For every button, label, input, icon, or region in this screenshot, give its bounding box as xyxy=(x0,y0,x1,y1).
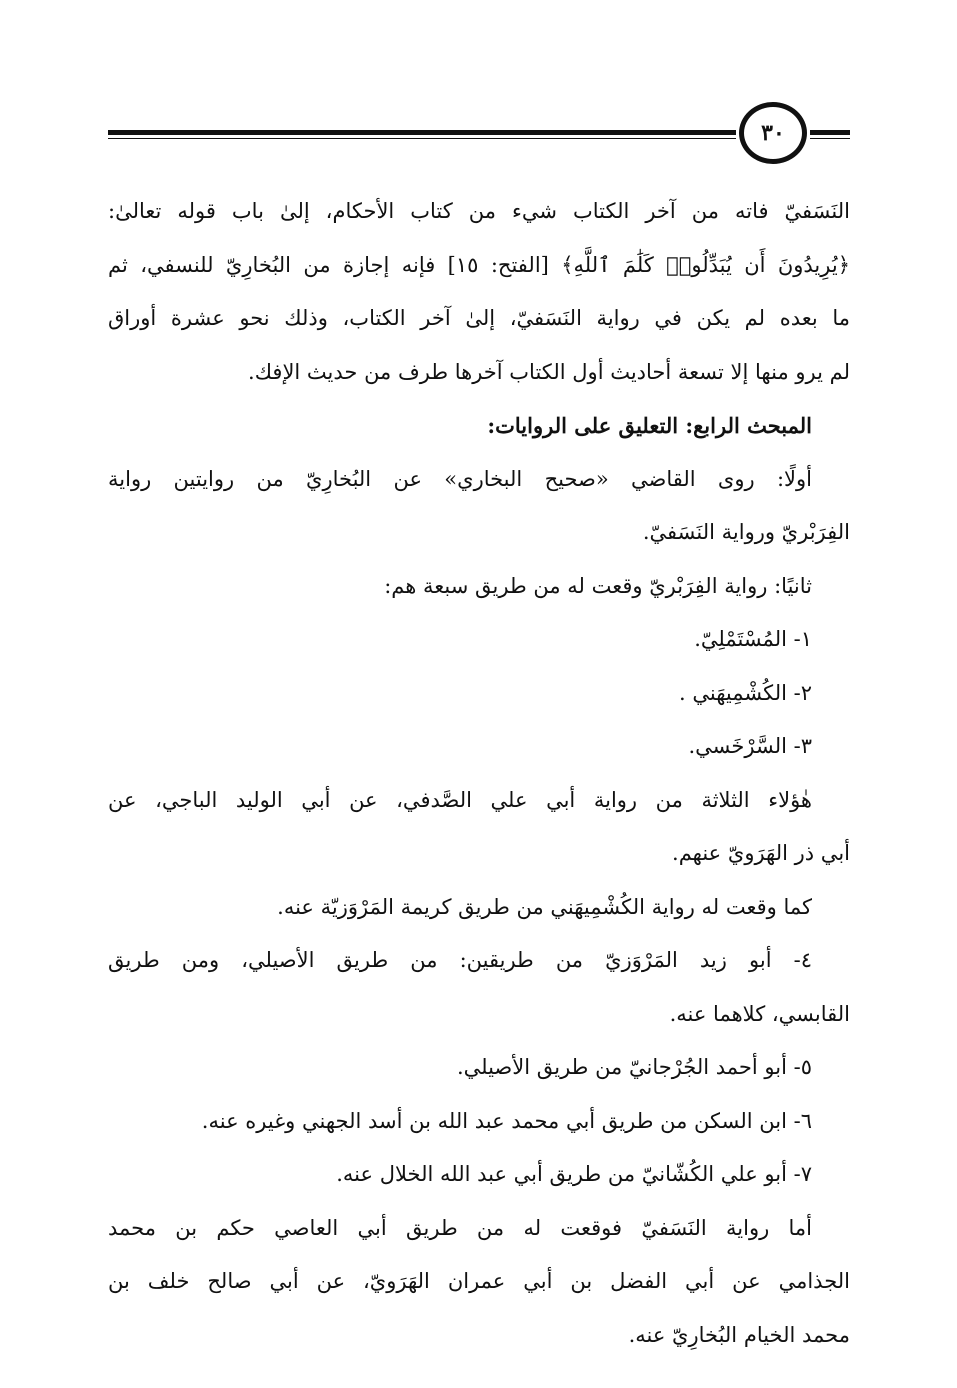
text-line: لم يرو منها إلا تسعة أحاديث أول الكتاب آخرها طرف من حديث الإفك. xyxy=(248,359,850,384)
text-line: ٤- أبو زيد المَرْوَزيّ من طريقين: من طريق الأصيلي، ومن طريق xyxy=(108,948,812,972)
text-line: أما رواية النَسَفيّ فوقعت له من طريق أبي العاصي حكم بن محمد xyxy=(108,1215,812,1240)
text-line: محمد الخيام البُخارِيّ عنه. xyxy=(628,1322,850,1347)
text-line: القابسي، كلاهما عنه. xyxy=(669,1001,850,1026)
header-rule-thin xyxy=(108,138,736,139)
section-heading: المبحث الرابع: التعليق على الروايات: xyxy=(487,413,812,438)
text-line: ٧- أبو علي الكُشّانيّ من طريق أبي عبد الله الخلال عنه. xyxy=(336,1162,812,1186)
page-header xyxy=(108,100,850,170)
header-rule-thick xyxy=(108,130,736,135)
text-line: الفِرَبْريّ ورواية النَسَفيّ. xyxy=(642,520,850,544)
text-line: ﴿يُرِيدُونَ أَن يُبَدِّلُوا۟ كَلَٰمَ ٱللَّهِ﴾ [الفتح: ١٥] فإنه إجازة من البُخارِيّ للنسفي، ثم xyxy=(108,252,850,277)
text-line: ٣- السَّرْخَسي. xyxy=(688,734,812,758)
body-text xyxy=(108,185,850,1362)
text-line: ثانيًا: رواية الفِرَبْريّ وقعت له من طريق سبعة هم: xyxy=(384,573,812,598)
text-line: ٦- ابن السكن من طريق أبي محمد عبد الله بن أسد الجهني وغيره عنه. xyxy=(201,1108,812,1133)
text-line: أبي ذر الهَرَويّ عنهم. xyxy=(672,841,850,865)
text-line: كما وقعت له رواية الكُشْمِيهَني من طريق كريمة المَرْوَزيّة عنه. xyxy=(277,894,812,919)
text-line: ما بعده لم يكن في رواية النَسَفيّ، إلىٰ آخر الكتاب، وذلك نحو عشرة أوراق xyxy=(108,306,850,330)
text-line: الجذامي عن أبي الفضل بن أبي عمران الهَرَويّ، عن أبي صالح خلف بن xyxy=(108,1269,850,1293)
page-number: ٣٠ xyxy=(739,102,807,164)
text-line: ١- المُسْتَمْلِيّ. xyxy=(694,627,812,651)
header-rule-right-thin xyxy=(810,138,850,139)
text-line: ٥- أبو أحمد الجُرْجانيّ من طريق الأصيلي. xyxy=(456,1055,812,1079)
header-rule-right-thick xyxy=(810,130,850,135)
text-line: النَسَفيّ فاته من آخر الكتاب شيء من كتاب الأحكام، إلىٰ باب قوله تعالىٰ: xyxy=(108,199,850,223)
text-line: ٢- الكُشْمِيهَني . xyxy=(679,680,812,705)
text-line: هٰؤلاء الثلاثة من رواية أبي علي الصَّدفي، عن أبي الوليد الباجي، عن xyxy=(108,787,812,812)
text-line: أولًا: روى القاضي «صحيح البخاري» عن البُخارِيّ من روايتين رواية xyxy=(108,466,812,491)
